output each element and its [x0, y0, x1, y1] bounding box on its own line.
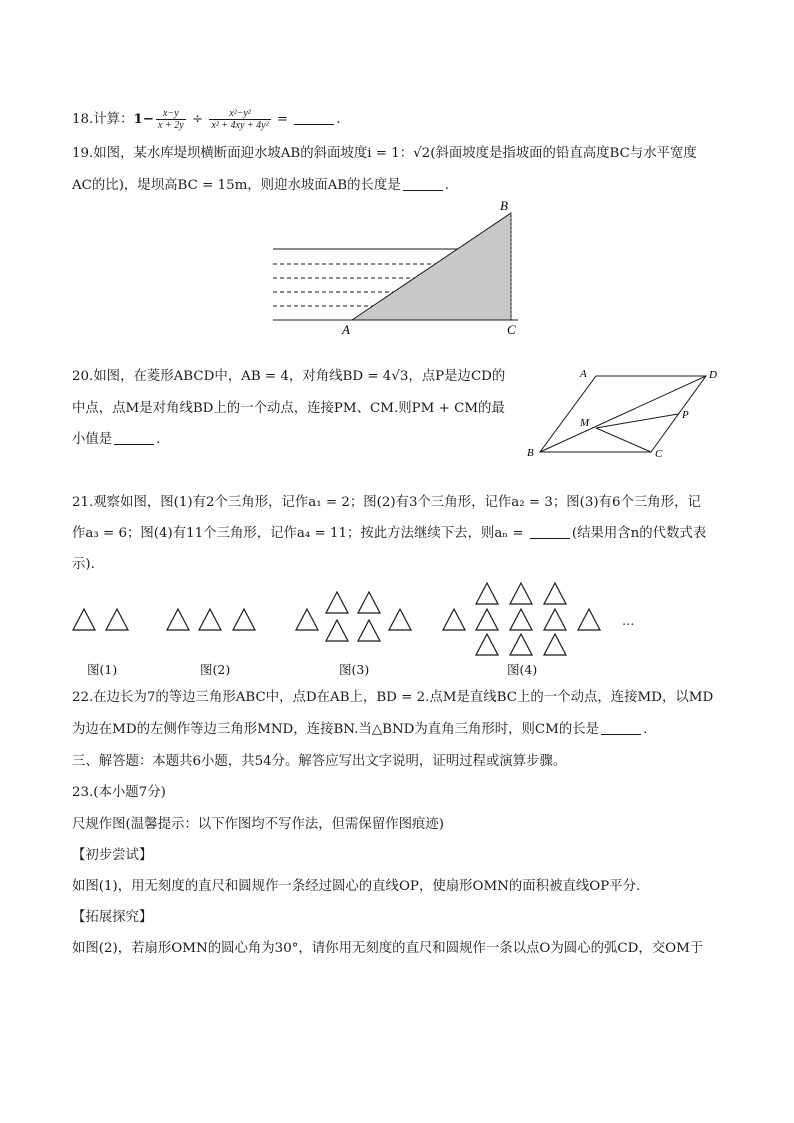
- triangle: [106, 609, 128, 630]
- q19-line-2-end: .: [444, 178, 449, 193]
- label-point-p: P: [682, 409, 689, 421]
- label-point-d: D: [709, 369, 717, 381]
- dam-slope-triangle: [352, 213, 511, 320]
- triangle: [544, 609, 566, 630]
- ellipsis: …: [622, 613, 635, 628]
- q18-end: .: [336, 112, 341, 127]
- q18-frac1-denominator: x + 2y: [158, 120, 184, 131]
- triangle: [443, 609, 465, 630]
- triangle: [544, 634, 566, 655]
- q18-one: 1−: [133, 111, 155, 127]
- label-point-b: B: [500, 198, 508, 213]
- question-22-line-2: [72, 720, 647, 740]
- question-20-line-2: 中点，点M是对角线BD上的一个动点，连接PM、CM.则PM + CM的最: [72, 401, 505, 416]
- section-3-heading: 三、解答题：本题共6小题，共54分。解答应写出文字说明，证明过程或演算步骤。: [72, 754, 567, 769]
- question-21-line-1: 21.观察如图，图(1)有2个三角形，记作a₁ = 2；图(2)有3个三角形，记作a₂ = 3；图(3)有6个三角形，记: [72, 495, 701, 510]
- label-point-c: C: [507, 322, 516, 337]
- q20-line-3-text: 小值是: [72, 432, 113, 447]
- label-point-m: M: [580, 417, 590, 429]
- q18-divide: ÷: [187, 112, 208, 127]
- triangle: [233, 609, 255, 630]
- triangle: [544, 583, 566, 604]
- triangle: [199, 609, 221, 630]
- q20-line-3-end: .: [156, 432, 161, 447]
- q21-line-2-end: (结果用含n的代数式表: [571, 526, 707, 541]
- q18-frac1-numerator: x−y: [156, 108, 186, 120]
- label-point-c: C: [655, 448, 663, 460]
- triangle: [167, 609, 189, 630]
- triangle: [476, 583, 498, 604]
- triangle: [326, 620, 348, 641]
- question-21-line-3: 示).: [72, 557, 95, 572]
- label-point-a: A: [580, 368, 587, 380]
- caption-figure-2: 图(2): [200, 662, 231, 677]
- question-23-tag-extension: 【拓展探究】: [72, 910, 153, 925]
- question-21-line-2: [72, 524, 706, 544]
- label-point-b: B: [527, 447, 534, 459]
- question-23-text-1: 如图(1)，用无刻度的直尺和圆规作一条经过圆心的直线OP，使扇形OMN的面积被直线OP平分.: [72, 879, 641, 894]
- segment-cm: [596, 428, 651, 452]
- question-20-line-3: [72, 430, 160, 450]
- question-23-hint: 尺规作图(温馨提示：以下作图均不写作法，但需保留作图痕迹): [72, 817, 444, 832]
- q21-line-2-text: 作a₃ = 6；图(4)有11个三角形，记作a₄ = 11；按此方法继续下去，则aₙ =: [72, 526, 528, 541]
- figure-2-triangles: [167, 609, 255, 630]
- triangle: [476, 609, 498, 630]
- triangle: [389, 609, 411, 630]
- triangle: [510, 609, 532, 630]
- q19-line-2-text: AC的比)，堤坝高BC = 15m，则迎水坡面AB的长度是: [72, 178, 401, 193]
- q18-frac2-numerator: x²−y²: [209, 108, 270, 120]
- question-23-title: 23.(本小题7分): [72, 785, 166, 800]
- q18-frac2-denominator: x² + 4xy + 4y²: [211, 120, 269, 131]
- triangle: [510, 583, 532, 604]
- q18-prefix: 18.计算：: [72, 112, 134, 127]
- q18-equals: =: [272, 112, 293, 127]
- triangle: [326, 592, 348, 613]
- caption-figure-3: 图(3): [339, 662, 370, 677]
- question-23-tag-initial-attempt: 【初步尝试】: [72, 848, 153, 863]
- triangle: [476, 634, 498, 655]
- answer-blank: [601, 720, 641, 735]
- triangle: [578, 609, 600, 630]
- caption-figure-1: 图(1): [87, 662, 118, 677]
- triangle: [296, 609, 318, 630]
- question-20-line-1: 20.如图，在菱形ABCD中，AB = 4，对角线BD = 4√3，点P是边CD的: [72, 369, 506, 384]
- answer-blank: [114, 430, 154, 445]
- figure-3-triangles: [296, 592, 411, 641]
- figure-4-triangles: [443, 583, 600, 655]
- q22-line-2-end: .: [643, 722, 648, 737]
- q22-line-2-text: 为边在MD的左侧作等边三角形MND，连接BN.当△BND为直角三角形时，则CM的长是: [72, 722, 600, 737]
- question-22-line-1: 22.在边长为7的等边三角形ABC中，点D在AB上，BD = 2.点M是直线BC上的一个动点，连接MD，以MD: [72, 690, 714, 705]
- triangle: [73, 609, 95, 630]
- question-19-line-1: 19.如图，某水库堤坝横断面迎水坡AB的斜面坡度i = 1：√2(斜面坡度是指坡面的铅直高度BC与水平宽度: [72, 146, 697, 161]
- triangle: [510, 634, 532, 655]
- triangle: [358, 592, 380, 613]
- triangle: [358, 620, 380, 641]
- figure-1-triangles: [73, 609, 128, 630]
- question-23-text-2: 如图(2)，若扇形OMN的圆心角为30°，请你用无刻度的直尺和圆规作一条以点O为圆心的弧CD，交OM于: [72, 941, 704, 956]
- caption-figure-4: 图(4): [507, 662, 538, 677]
- label-point-a: A: [342, 322, 350, 337]
- answer-blank: [530, 524, 570, 539]
